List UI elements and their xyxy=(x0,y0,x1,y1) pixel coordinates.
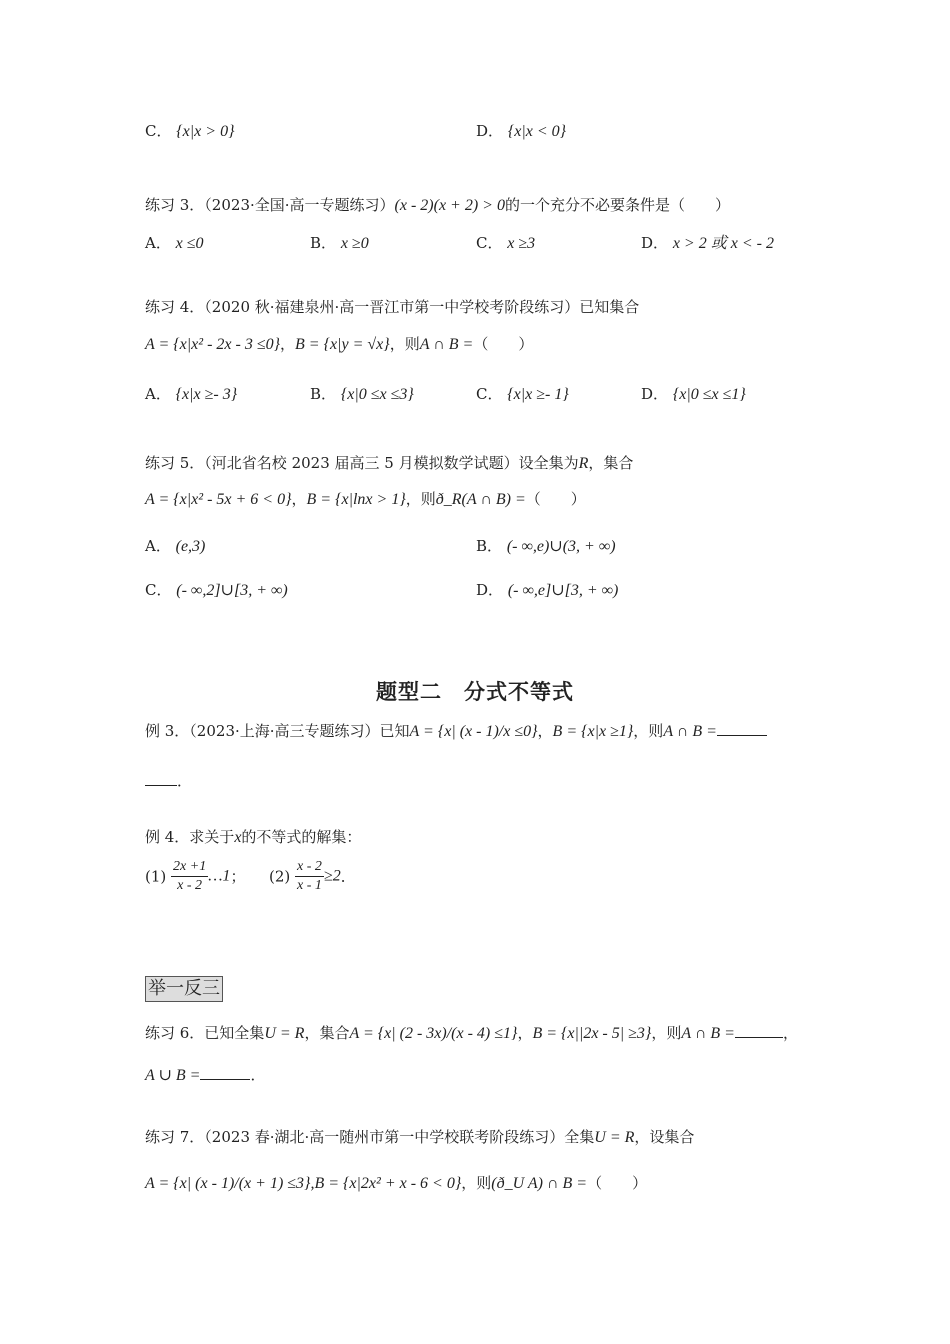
example3-intersection: A ∩ B = xyxy=(663,723,717,740)
ex7-line2 xyxy=(145,1172,647,1195)
option-math: (e,3) xyxy=(175,538,206,555)
ex5-suffix: ，集合 xyxy=(588,454,634,472)
ex5-line1 xyxy=(145,452,633,475)
ex5-option-a xyxy=(145,535,205,558)
option-math: {x|0 ≤x ≤3} xyxy=(340,386,414,403)
option-math: {x|x ≥- 3} xyxy=(175,386,238,403)
ex5-complement: ð_R(A ∩ B) = xyxy=(435,491,526,508)
option-label: A． xyxy=(145,234,171,252)
separator: ， xyxy=(291,490,307,508)
example3-prefix: 例 3．（2023·上海·高三专题练习）已知 xyxy=(145,722,410,740)
ex4-option-c xyxy=(476,383,569,406)
part2-label: (2) xyxy=(269,867,291,886)
ex4-option-d xyxy=(641,383,746,406)
part1-end: ； xyxy=(230,867,246,886)
part2-fraction xyxy=(295,858,324,895)
then-text: ，则 xyxy=(405,490,436,508)
ex7-expression: (ð_U A) ∩ B = xyxy=(491,1175,588,1192)
practice-badge: 举一反三 xyxy=(145,976,223,1002)
ex6-set-a: A = {x| (2 - 3x)/(x - 4) ≤1} xyxy=(349,1025,518,1042)
part1-relation: …1 xyxy=(208,867,231,885)
ex3-prefix: 练习 3．（2023·全国·高一专题练习） xyxy=(145,196,395,214)
ex5-prefix: 练习 5．（河北省名校 2023 届高三 5 月模拟数学试题）设全集为 xyxy=(145,454,579,472)
option-label: A． xyxy=(145,385,171,403)
ex4-intersection: A ∩ B = xyxy=(419,336,474,353)
ex4-option-a xyxy=(145,383,237,406)
option-math: x > 2 或 x < - 2 xyxy=(672,235,774,252)
ex7-prefix: 练习 7．（2023 春·湖北·高一随州市第一中学校联考阶段练习）全集 xyxy=(145,1128,595,1146)
example4-prefix: 例 4．求关于 xyxy=(145,828,235,846)
ex3-math: (x - 2)(x + 2) > 0 xyxy=(394,197,505,214)
option-math: {x|x > 0} xyxy=(176,123,235,140)
ex5-option-c xyxy=(145,579,288,602)
option-label: B． xyxy=(310,234,337,252)
separator: ， xyxy=(517,1024,533,1042)
option-label: B． xyxy=(310,385,337,403)
section-title: 题型二 分式不等式 xyxy=(376,680,574,704)
example4-parts xyxy=(145,858,356,895)
ex6-question xyxy=(145,1022,798,1045)
answer-blank-2 xyxy=(200,1065,250,1080)
ex4-set-a: A = {x|x² - 2x - 3 ≤0} xyxy=(145,336,281,353)
option-label: C． xyxy=(476,234,503,252)
answer-paren: （ ） xyxy=(525,490,586,508)
ex3-option-a xyxy=(145,232,204,255)
option-math: (- ∞,e]∪[3, + ∞) xyxy=(507,582,619,599)
ex2-option-c xyxy=(145,120,234,143)
option-label: C． xyxy=(476,385,503,403)
ex5-universal-set: R xyxy=(578,455,589,472)
ex7-universal: U = R xyxy=(594,1129,635,1146)
ex6-universal: U = R xyxy=(264,1025,305,1042)
ex4-set-b: B = {x|y = √x} xyxy=(295,336,390,353)
ex5-set-b: B = {x|lnx > 1} xyxy=(306,491,406,508)
ex3-suffix: 的一个充分不必要条件是（ ） xyxy=(504,196,730,214)
then-text: ，则 xyxy=(461,1174,492,1192)
ex3-option-c xyxy=(476,232,535,255)
option-math: {x|x < 0} xyxy=(507,123,567,140)
ex6-intersection: A ∩ B = xyxy=(681,1025,735,1042)
part2-end: ． xyxy=(340,867,356,886)
separator: ， xyxy=(537,722,553,740)
part1-fraction xyxy=(171,858,208,895)
answer-paren: （ ） xyxy=(473,335,534,353)
option-label: A． xyxy=(145,537,171,555)
option-math: {x|x ≥- 1} xyxy=(507,386,569,403)
part2-denominator: x - 1 xyxy=(297,878,322,893)
ex5-option-b xyxy=(476,535,616,558)
ex6-mid: ，集合 xyxy=(304,1024,350,1042)
ex7-suffix: ，设集合 xyxy=(634,1128,695,1146)
answer-blank xyxy=(717,721,767,736)
option-math: (- ∞,e)∪(3, + ∞) xyxy=(506,538,616,555)
ex3-question xyxy=(145,194,730,217)
ex2-option-d xyxy=(476,120,566,143)
answer-blank-1 xyxy=(735,1023,783,1038)
option-math: {x|0 ≤x ≤1} xyxy=(672,386,746,403)
ex4-option-b xyxy=(310,383,414,406)
then-text: ，则 xyxy=(389,335,420,353)
ex6-line2 xyxy=(145,1064,265,1087)
ex4-line2 xyxy=(145,333,533,356)
separator: ， xyxy=(280,335,296,353)
example4-question xyxy=(145,826,361,849)
part1-numerator: 2x +1 xyxy=(171,858,208,877)
ex6-comma: ， xyxy=(782,1024,798,1042)
then-text: ，则 xyxy=(633,722,664,740)
option-label: D． xyxy=(476,122,504,140)
example3-end: ． xyxy=(177,772,193,790)
example3-question xyxy=(145,720,767,743)
part1-label: (1) xyxy=(145,867,167,886)
option-label: C． xyxy=(145,122,172,140)
ex6-end: ． xyxy=(250,1066,266,1084)
answer-paren: （ ） xyxy=(587,1174,648,1192)
ex7-line1 xyxy=(145,1126,694,1149)
option-math: x ≤0 xyxy=(175,235,204,252)
example3-continuation xyxy=(145,770,192,792)
option-math: (- ∞,2]∪[3, + ∞) xyxy=(176,582,288,599)
option-label: D． xyxy=(641,234,669,252)
option-label: C． xyxy=(145,581,172,599)
example3-set-a: A = {x| (x - 1)/x ≤0} xyxy=(409,723,538,740)
example3-set-b: B = {x|x ≥1} xyxy=(552,723,634,740)
part1-denominator: x - 2 xyxy=(177,878,203,893)
ex3-option-b xyxy=(310,232,369,255)
example4-suffix: 的不等式的解集： xyxy=(241,828,362,846)
ex6-set-b: B = {x||2x - 5| ≥3} xyxy=(532,1025,652,1042)
ex5-line2 xyxy=(145,488,586,511)
ex3-option-d xyxy=(641,232,774,255)
ex6-union: A ∪ B = xyxy=(145,1067,201,1084)
answer-blank-cont xyxy=(145,771,177,786)
then-text: ，则 xyxy=(651,1024,682,1042)
ex4-line1: 练习 4．（2020 秋·福建泉州·高一晋江市第一中学校考阶段练习）已知集合 xyxy=(145,298,640,316)
ex7-set-a: A = {x| (x - 1)/(x + 1) ≤3} xyxy=(145,1175,311,1192)
option-math: x ≥0 xyxy=(340,235,369,252)
part2-relation: ≥2 xyxy=(323,867,341,885)
ex7-set-b: ,B = {x|2x² + x - 6 < 0} xyxy=(310,1175,462,1192)
ex5-option-d xyxy=(476,579,618,602)
option-label: D． xyxy=(476,581,504,599)
ex6-prefix: 练习 6．已知全集 xyxy=(145,1024,265,1042)
option-label: B． xyxy=(476,537,503,555)
option-label: D． xyxy=(641,385,669,403)
ex5-set-a: A = {x|x² - 5x + 6 < 0} xyxy=(145,491,292,508)
part2-numerator: x - 2 xyxy=(295,858,324,877)
option-math: x ≥3 xyxy=(507,235,536,252)
example4-var: x xyxy=(234,829,242,846)
